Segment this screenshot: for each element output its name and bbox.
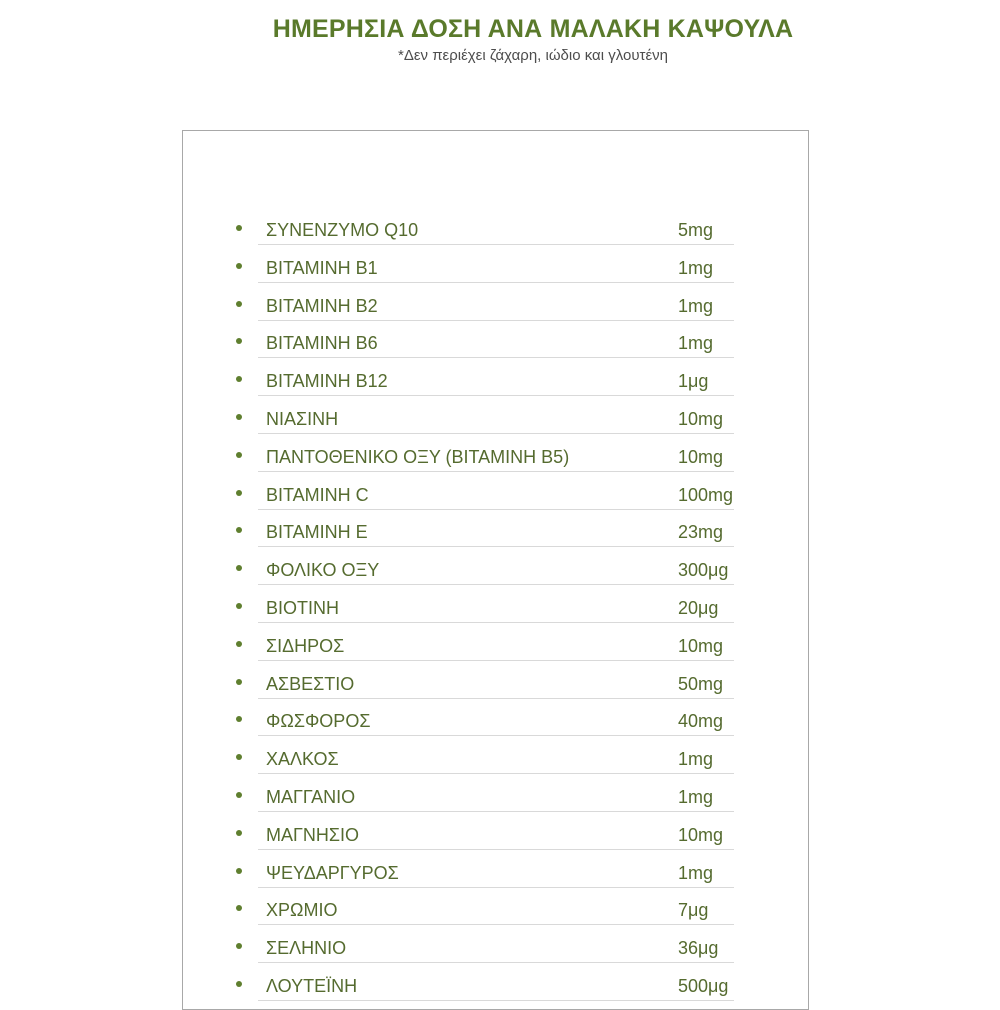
row-divider bbox=[258, 660, 734, 661]
ingredient-name: ΣΥΝΕΝΖΥΜΟ Q10 bbox=[266, 220, 419, 240]
list-item bbox=[236, 288, 756, 326]
bullet-icon bbox=[236, 490, 242, 496]
ingredient-name: ΒΙΤΑΜΙΝΗ Β12 bbox=[266, 371, 388, 392]
ingredient-name: ΣΕΛΗΝΙΟ bbox=[266, 938, 347, 959]
bullet-icon bbox=[236, 565, 242, 571]
bullet-icon bbox=[236, 376, 242, 382]
ingredient-amount: 1mg bbox=[678, 749, 714, 770]
ingredient-amount: 1mg bbox=[678, 862, 714, 883]
row-divider bbox=[258, 1000, 734, 1001]
ingredient-amount: 10mg bbox=[678, 446, 724, 467]
ingredient-amount: 5mg bbox=[678, 220, 714, 240]
list-item bbox=[236, 514, 756, 552]
list-item bbox=[236, 855, 756, 893]
ingredient-amount: 1μg bbox=[678, 371, 709, 392]
ingredient-amount: 23mg bbox=[678, 522, 724, 543]
ingredient-name: ΒΙΤΑΜΙΝΗ Β2 bbox=[266, 295, 378, 316]
ingredient-name: ΜΑΓΝΗΣΙΟ bbox=[266, 824, 360, 845]
ingredient-name: ΑΣΒΕΣΤΙΟ bbox=[266, 673, 355, 694]
bullet-icon bbox=[236, 716, 242, 722]
header bbox=[0, 14, 1000, 66]
list-item bbox=[236, 628, 756, 666]
row-divider bbox=[258, 811, 734, 812]
row-divider bbox=[258, 698, 734, 699]
list-item bbox=[236, 212, 756, 250]
ingredient-amount: 50mg bbox=[678, 673, 724, 694]
row-divider bbox=[258, 320, 734, 321]
list-item bbox=[236, 477, 756, 515]
bullet-icon bbox=[236, 679, 242, 685]
ingredient-amount: 500μg bbox=[678, 975, 729, 996]
ingredient-amount: 300μg bbox=[678, 560, 729, 581]
list-item bbox=[236, 930, 756, 968]
bullet-icon bbox=[236, 263, 242, 269]
bullet-icon bbox=[236, 905, 242, 911]
ingredient-name: ΒΙΤΑΜΙΝΗ Β6 bbox=[266, 333, 378, 354]
list-item bbox=[236, 817, 756, 855]
row-divider bbox=[258, 357, 734, 358]
bullet-icon bbox=[236, 792, 242, 798]
ingredient-amount: 10mg bbox=[678, 635, 724, 656]
row-divider bbox=[258, 509, 734, 510]
ingredient-name: ΒΙΤΑΜΙΝΗ Β1 bbox=[266, 257, 378, 278]
list-item bbox=[236, 741, 756, 779]
ingredient-name: ΧΡΩΜΙΟ bbox=[266, 900, 338, 921]
bullet-icon bbox=[236, 527, 242, 533]
list-item bbox=[236, 363, 756, 401]
row-divider bbox=[258, 546, 734, 547]
ingredient-amount: 1mg bbox=[678, 257, 714, 278]
row-divider bbox=[258, 735, 734, 736]
row-divider bbox=[258, 584, 734, 585]
bullet-icon bbox=[236, 225, 242, 231]
row-divider bbox=[258, 282, 734, 283]
row-divider bbox=[258, 471, 734, 472]
list-item bbox=[236, 552, 756, 590]
bullet-icon bbox=[236, 414, 242, 420]
ingredient-amount: 1mg bbox=[678, 295, 714, 316]
row-divider bbox=[258, 962, 734, 963]
list-item bbox=[236, 968, 756, 1006]
ingredient-amount: 10mg bbox=[678, 824, 724, 845]
ingredient-name: ΒΙΟΤΙΝΗ bbox=[266, 597, 340, 618]
row-divider bbox=[258, 395, 734, 396]
bullet-icon bbox=[236, 943, 242, 949]
list-item bbox=[236, 703, 756, 741]
list-item bbox=[236, 779, 756, 817]
row-divider bbox=[258, 924, 734, 925]
row-divider bbox=[258, 773, 734, 774]
ingredient-name: ΠΑΝΤΟΘΕΝΙΚΟ ΟΞΥ (ΒΙΤΑΜΙΝΗ Β5) bbox=[266, 446, 570, 467]
row-divider bbox=[258, 849, 734, 850]
ingredient-name: ΦΟΛΙΚΟ ΟΞΥ bbox=[266, 560, 380, 581]
row-divider bbox=[258, 887, 734, 888]
ingredient-name: ΨΕΥΔΑΡΓΥΡΟΣ bbox=[266, 862, 399, 883]
list-item bbox=[236, 666, 756, 704]
row-divider bbox=[258, 622, 734, 623]
bullet-icon bbox=[236, 641, 242, 647]
row-divider bbox=[258, 244, 734, 245]
ingredient-amount: 1mg bbox=[678, 333, 714, 354]
ingredient-amount: 40mg bbox=[678, 711, 724, 732]
ingredient-amount: 7μg bbox=[678, 900, 709, 921]
ingredient-name: ΣΙΔΗΡΟΣ bbox=[266, 635, 345, 656]
ingredient-name: ΦΩΣΦΟΡΟΣ bbox=[266, 711, 371, 732]
ingredient-amount: 20μg bbox=[678, 597, 719, 618]
list-item bbox=[236, 325, 756, 363]
list-item bbox=[236, 590, 756, 628]
ingredient-amount: 100mg bbox=[678, 484, 734, 505]
bullet-icon bbox=[236, 301, 242, 307]
ingredient-name: ΧΑΛΚΟΣ bbox=[266, 749, 339, 770]
bullet-icon bbox=[236, 452, 242, 458]
list-item bbox=[236, 892, 756, 930]
ingredient-name: ΒΙΤΑΜΙΝΗ C bbox=[266, 484, 369, 505]
bullet-icon bbox=[236, 754, 242, 760]
bullet-icon bbox=[236, 830, 242, 836]
list-item bbox=[236, 250, 756, 288]
list-item bbox=[236, 401, 756, 439]
ingredient-amount: 36μg bbox=[678, 938, 719, 959]
bullet-icon bbox=[236, 338, 242, 344]
page-title: ΗΜΕΡΗΣΙΑ ΔΟΣΗ ΑΝΑ ΜΑΛΑΚΗ ΚΑΨΟΥΛΑ bbox=[272, 15, 794, 43]
ingredient-name: ΜΑΓΓΑΝΙΟ bbox=[266, 786, 356, 807]
ingredient-name: ΛΟΥΤΕΪΝΗ bbox=[266, 975, 358, 996]
ingredient-amount: 1mg bbox=[678, 786, 714, 807]
ingredient-list bbox=[236, 212, 756, 1006]
page-subtitle: *Δεν περιέχει ζάχαρη, ιώδιο και γλουτένη bbox=[398, 47, 668, 64]
list-item bbox=[236, 439, 756, 477]
row-divider bbox=[258, 433, 734, 434]
ingredient-name: ΒΙΤΑΜΙΝΗ Ε bbox=[266, 522, 368, 543]
bullet-icon bbox=[236, 981, 242, 987]
ingredient-name: ΝΙΑΣΙΝΗ bbox=[266, 408, 339, 429]
ingredient-amount: 10mg bbox=[678, 408, 724, 429]
bullet-icon bbox=[236, 868, 242, 874]
bullet-icon bbox=[236, 603, 242, 609]
